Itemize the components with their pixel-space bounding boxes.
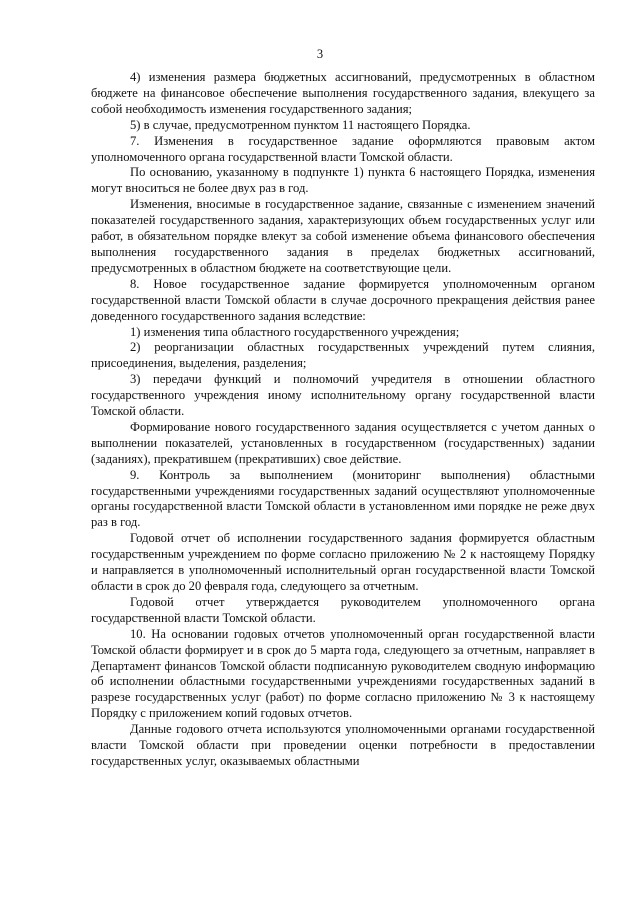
paragraph-point-7: 7. Изменения в государственное задание оформляются правовым актом уполномоченного органа государственной власти Томской области. [91,133,595,164]
paragraph-point-8: 8. Новое государственное задание формируется уполномоченным органом государственной власти Томской области в случае досрочного прекращения действия ранее доведенного государственного задания вследствие: [91,276,595,323]
paragraph-change-limit: По основанию, указанному в подпункте 1) пункта 6 настоящего Порядка, изменения могут вноситься не более двух раз в год. [91,165,595,196]
document-body [91,70,595,770]
paragraph-changes-effect: Изменения, вносимые в государственное задание, связанные с изменением значений показателей государственного задания, характеризующих объем государственных услуг или работ, в обязательном порядке влекут за собой изменение объема финансового обеспечения выполнения государственного задания в пределах бюджетных ассигнований, предусмотренных в областном бюджете на соответствующие цели. [91,197,595,275]
paragraph-subitem-3: 3) передачи функций и полномочий учредителя в отношении областного государственного учреждения иному исполнительному органу государственной власти Томской области. [91,372,595,419]
paragraph-item-5: 5) в случае, предусмотренном пунктом 11 настоящего Порядка. [130,117,471,132]
paragraph-point-10: 10. На основании годовых отчетов уполномоченный орган государственной власти Томской области формирует и в срок до 5 марта года, следующего за отчетным, направляет в Департамент финансов Томской области подписанную руководителем сводную информацию об исполнении областными государственными учреждениями государственных заданий в разрезе государственных услуг (работ) по форме согласно приложению № 3 к настоящему Порядку с приложением копий годовых отчетов. [91,626,595,721]
paragraph-item-4: 4) изменения размера бюджетных ассигнований, предусмотренных в областном бюджете на финансовое обеспечение выполнения государственного задания, влекущего за собой необходимость изменения государственного задания; [91,70,595,116]
paragraph-subitem-1: 1) изменения типа областного государственного учреждения; [130,324,460,339]
paragraph-point-9: 9. Контроль за выполнением (мониторинг выполнения) областными государственными учреждениями государственных заданий осуществляют уполномоченные органы государственной власти Томской области в установленном ими порядке не реже двух раз в год. [91,467,595,530]
paragraph-new-task-forming: Формирование нового государственного задания осуществляется с учетом данных о выполнении показателей, установленных в государственном (государственных) задании (заданиях), прекратившем (прекративших) свое действие. [91,419,595,466]
paragraph-report-data-usage: Данные годового отчета используются уполномоченными органами государственной власти Томской области при проведении оценки потребности в предоставлении государственных услуг, оказываемых областными [91,722,595,768]
page-number: 3 [316,47,324,61]
paragraph-subitem-2: 2) реорганизации областных государственных учреждений путем слияния, присоединения, выделения, разделения; [91,340,595,371]
paragraph-annual-report: Годовой отчет об исполнении государственного задания формируется областным государственным учреждением по форме согласно приложению № 2 к настоящему Порядку и направляется в уполномоченный исполнительный орган государственной власти Томской области в срок до 20 февраля года, следующего за отчетным. [91,531,595,593]
paragraph-report-approval: Годовой отчет утверждается руководителем уполномоченного органа государственной власти Томской области. [91,594,595,625]
